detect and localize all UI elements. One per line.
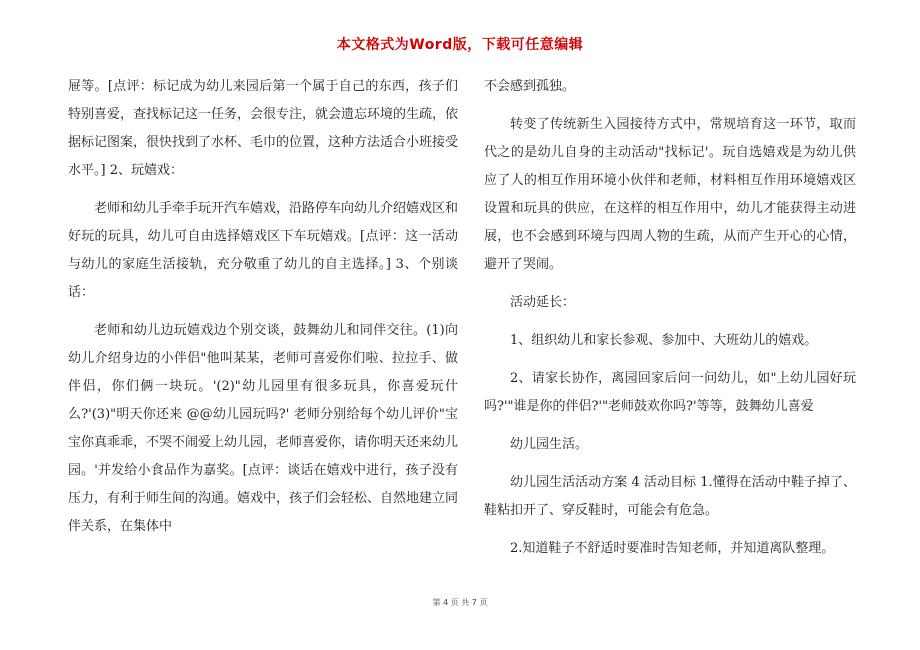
right-column [484, 73, 856, 573]
left-paragraph-1: 屉等。[点评：标记成为幼儿来园后第一个属于自己的东西，孩子们特别喜爱，查找标记这一任务，会很专注，就会遗忘环境的生疏，依据标记图案，很快找到了水杯、毛巾的位置，这种方法适合小班接受水平。] 2、玩嬉戏： [68, 79, 459, 178]
right-paragraph-3: 活动延长： [510, 295, 576, 310]
right-paragraph-1: 不会感到孤独。 [484, 79, 576, 94]
document-header-title: 本文格式为Word版，下载可任意编辑 [336, 37, 584, 53]
right-paragraph-7: 幼儿园生活活动方案 4 活动目标 1.懂得在活动中鞋子掉了、鞋粘扣开了、穿反鞋时，可能会有危急。 [484, 475, 856, 518]
right-paragraph-8: 2.知道鞋子不舒适时要准时告知老师，并知道离队整理。 [510, 541, 835, 556]
right-paragraph-5: 2、请家长协作，离园回家后问一问幼儿，如"上幼儿园好玩吗?'"谁是你的伴侣?'"老师鼓欢你吗?'等等，鼓舞幼儿喜爱 [484, 371, 856, 414]
left-paragraph-2: 老师和幼儿手牵手玩开汽车嬉戏，沿路停车向幼儿介绍嬉戏区和好玩的玩具，幼儿可自由选择嬉戏区下车玩嬉戏。[点评：这一活动与幼儿的家庭生活接轨，充分敬重了幼儿的自主选择。] 3、个别谈话： [68, 201, 459, 300]
left-paragraph-3: 老师和幼儿边玩嬉戏边个别交谈，鼓舞幼儿和同伴交往。(1)向幼儿介绍身边的小伴侣"他叫某某，老师可喜爱你们啦、拉拉手、做伴侣，你们俩一块玩。'(2)"幼儿园里有很多玩具，你喜爱玩什么?'(3)"明天你还来 @@幼儿园玩吗?' 老师分别给每个幼儿评价"宝宝你真乖乖，不哭不闹爱上幼儿园，老师喜爱你，请你明天还来幼儿园。'并发给小食品作为嘉奖。[点评：谈话在嬉戏中进行，孩子没有压力，有利于师生间的沟通。嬉戏中，孩子们会轻松、自然地建立同伴关系，在集体中 [68, 323, 459, 534]
left-column [68, 73, 458, 551]
page-number: 第 4 页 共 7 页 [432, 598, 488, 607]
right-paragraph-6: 幼儿园生活。 [510, 437, 589, 452]
right-paragraph-4: 1、组织幼儿和家长参观、参加中、大班幼儿的嬉戏。 [510, 333, 818, 348]
right-paragraph-2: 转变了传统新生入园接待方式中，常规培育这一环节，取而代之的是幼儿自身的主动活动"找标记'。玩自选嬉戏是为幼儿供应了人的相互作用环境小伙伴和老师，材料相互作用环境嬉戏区设置和玩具的供应，在这样的相互作用中，幼儿才能获得主动进展，也不会感到环境与四周人物的生疏，从而产生开心的心情，避开了哭闹。 [484, 117, 856, 272]
